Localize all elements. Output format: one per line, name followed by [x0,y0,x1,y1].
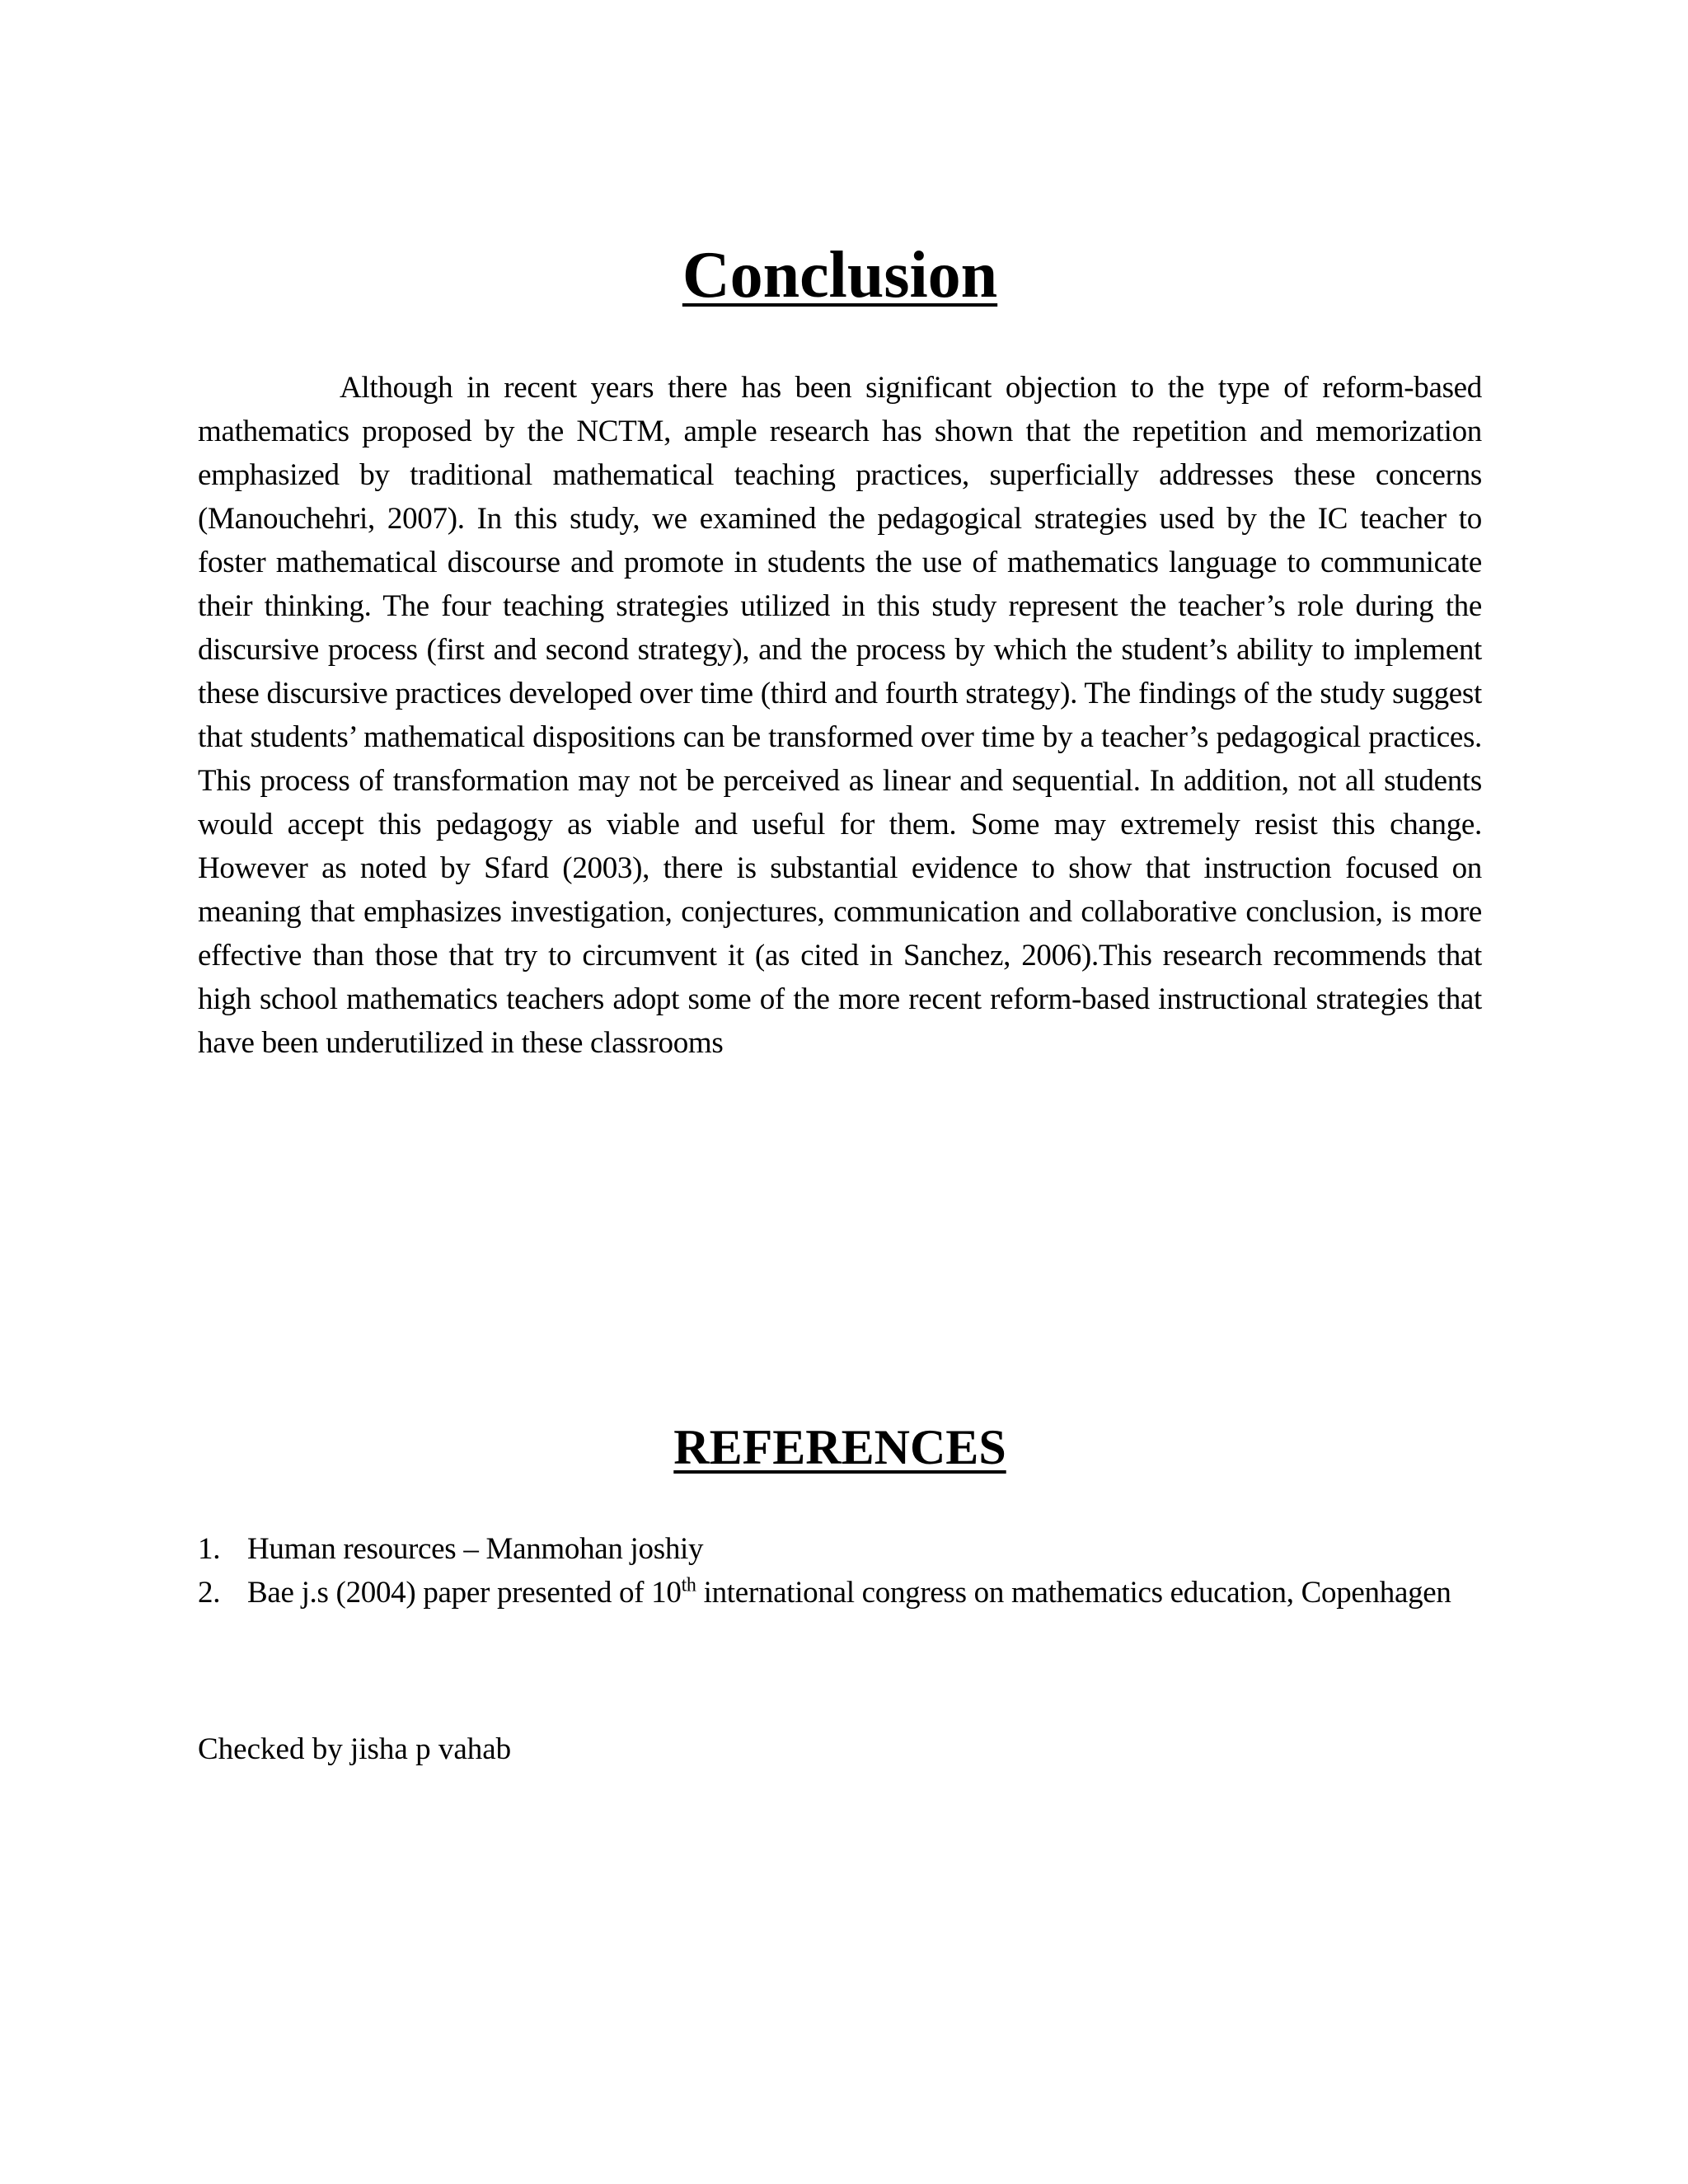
reference-item [198,1527,1482,1571]
checked-by-note: Checked by jisha p vahab [198,1732,512,1766]
reference-text: Human resources – Manmohan joshiy [247,1532,704,1566]
conclusion-heading: Conclusion [682,239,998,312]
references-heading: REFERENCES [673,1420,1006,1474]
reference-superscript: th [681,1574,696,1596]
references-list [198,1527,1482,1615]
reference-text-before: Bae j.s (2004) paper presented of 10 [247,1576,682,1610]
reference-text-after: international congress on mathematics education, Copenhagen [696,1576,1451,1610]
reference-number: 2. [198,1576,221,1610]
reference-item [198,1571,1482,1615]
reference-number: 1. [198,1532,221,1566]
conclusion-paragraph: Although in recent years there has been significant objection to the type of reform-based mathematics proposed by the NCTM, ample research has shown that the repetition and memorization emphasized by traditional mathematical teaching practices, superficially addresses these concerns (Manouchehri, 2007). In this study, we examined the pedagogical strategies used by the IC teacher to foster mathematical discourse and promote in students the use of mathematics language to communicate their thinking. The four teaching strategies utilized in this study represent the teacher’s role during the discursive process (first and second strategy), and the process by which the student’s ability to implement these discursive practices developed over time (third and fourth strategy). The findings of the study suggest that students’ mathematical dispositions can be transformed over time by a teacher’s pedagogical practices. This process of transformation may not be perceived as linear and sequential. In addition, not all students would accept this pedagogy as viable and useful for them. Some may extremely resist this change. However as noted by Sfard (2003), there is substantial evidence to show that instruction focused on meaning that emphasizes investigation, conjectures, communication and collaborative conclusion, is more effective than those that try to circumvent it (as cited in Sanchez, 2006).This research recommends that high school mathematics teachers adopt some of the more recent reform-based instructional strategies that have been underutilized in these classrooms [198,371,1482,1060]
